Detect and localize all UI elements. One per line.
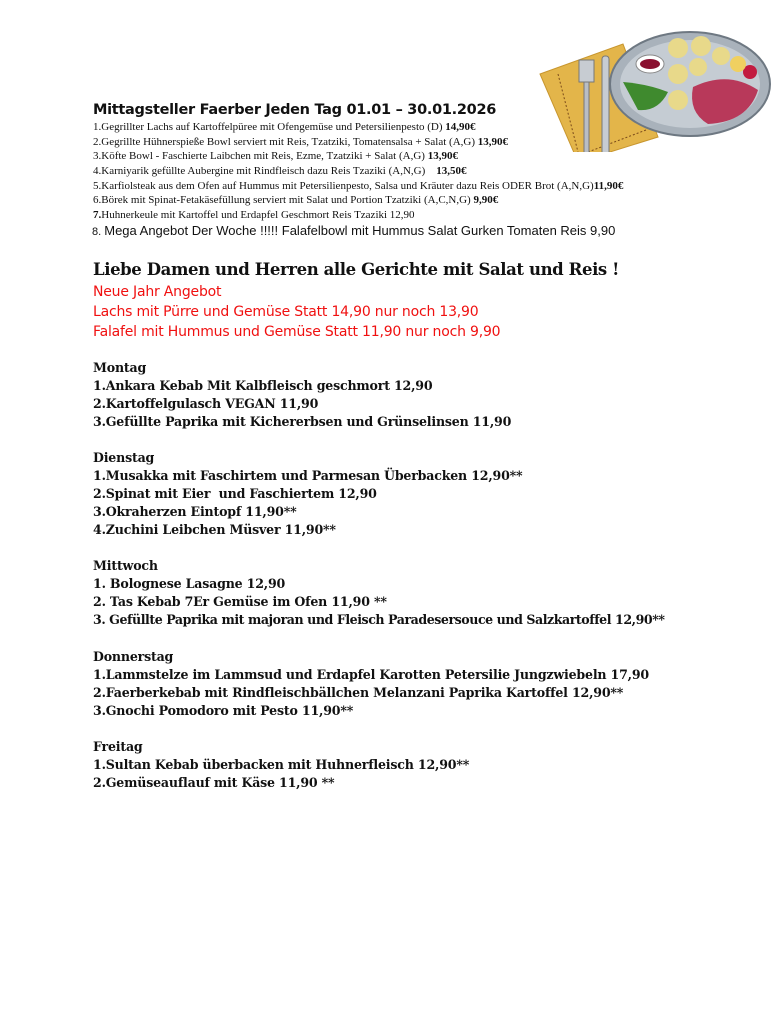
item-text: Huhnerkeule mit Kartoffel und Erdapfel Geschmort Reis Tzaziki 12,90 [101,209,415,222]
item-price: 13,90€ [477,135,508,148]
daily-menu-list [93,120,623,223]
day-item: 1.Sultan Kebab überbacken mit Huhnerfleisch 12,90** [93,757,470,772]
day-item: 2.Gemüseauflauf mit Käse 11,90 ** [93,775,335,790]
item-text: Mega Angebot Der Woche !!!!! Falafelbowl mit Hummus Salat Gurken Tomaten Reis 9,90 [104,223,616,238]
daily-item [93,135,623,150]
menu-title: Mittagsteller Faerber Jeden Tag 01.01 – 30.01.2026 [93,102,497,118]
offers-title: Neue Jahr Angebot [93,284,222,300]
item-text: 1.Gegrillter Lachs auf Kartoffelpüree mit Ofengemüse und Petersilienpesto (D) [93,121,446,133]
item-text: 3.Köfte Bowl - Faschierte Laibchen mit Reis, Ezme, Tzatziki + Salat (A,G) [93,150,428,163]
item-text: 5.Karfiolsteak aus dem Ofen auf Hummus mit Petersilienpesto, Salsa und Kräuter dazu Reis ODER Brot (A,N,G) [93,179,594,192]
item-number: 8. [92,226,105,238]
day-item: 4.Zuchini Leibchen Müsver 11,90** [93,522,336,537]
day-dienstag [93,449,522,539]
day-item: 1.Lammstelze im Lammsud und Erdapfel Karotten Petersilie Jungzwiebeln 17,90 [93,667,649,682]
daily-item [93,208,623,223]
day-item: 1.Musakka mit Faschirtem und Parmesan Überbacken 12,90** [93,468,523,483]
item-text: 6.Börek mit Spinat-Fetakäsefüllung serviert mit Salat und Portion Tzatziki (A,C,N,G) [93,194,474,207]
daily-item [93,120,623,135]
day-item: 3.Gefüllte Paprika mit Kichererbsen und Grünselinsen 11,90 [93,414,512,429]
day-item: 2.Kartoffelgulasch VEGAN 11,90 [93,396,319,411]
mega-offer [92,223,615,238]
day-item: 3. Gefüllte Paprika mit majoran und Fleisch Paradesersouce und Salzkartoffel 12,90** [93,612,665,627]
notice-heading: Liebe Damen und Herren alle Gerichte mit Salat und Reis ! [93,260,620,279]
day-mittwoch [93,557,664,629]
day-donnerstag [93,648,649,720]
item-price: 13,50€ [436,165,467,178]
day-name: Mittwoch [93,558,158,573]
daily-item [93,149,623,164]
day-item: 2. Tas Kebab 7Er Gemüse im Ofen 11,90 ** [93,594,387,609]
item-price: 14,90€ [445,121,476,133]
daily-item [93,193,623,208]
item-price: 13,90€ [427,150,458,163]
day-name: Donnerstag [93,649,174,664]
item-price: 9,90€ [473,194,499,207]
new-year-offers [93,282,500,342]
day-item: 1. Bolognese Lasagne 12,90 [93,576,286,591]
day-item: 2.Spinat mit Eier und Faschiertem 12,90 [93,486,377,501]
day-item: 3.Gnochi Pomodoro mit Pesto 11,90** [93,703,354,718]
day-item: 3.Okraherzen Eintopf 11,90** [93,504,297,519]
day-item: 2.Faerberkebab mit Rindfleischbällchen Melanzani Paprika Kartoffel 12,90** [93,685,624,700]
daily-item [93,179,623,194]
plate-icon [610,32,770,136]
item-price: 11,90€ [593,179,624,192]
item-number: 7. [93,209,102,222]
offer-item: Lachs mit Pürre und Gemüse Statt 14,90 nur noch 13,90 [93,304,479,320]
day-freitag [93,738,469,792]
item-text: 2.Gegrillte Hühnerspieße Bowl serviert mit Reis, Tzatziki, Tomatensalsa + Salat (A,G) [93,135,478,148]
day-item: 1.Ankara Kebab Mit Kalbfleisch geschmort 12,90 [93,378,433,393]
day-name: Dienstag [93,450,155,465]
day-montag [93,359,511,431]
daily-item [93,164,623,179]
offer-item: Falafel mit Hummus und Gemüse Statt 11,90 nur noch 9,90 [93,324,501,340]
day-name: Montag [93,360,147,375]
item-text: 4.Karniyarik gefüllte Aubergine mit Rindfleisch dazu Reis Tzaziki (A,N,G) [93,165,437,178]
day-name: Freitag [93,739,143,754]
